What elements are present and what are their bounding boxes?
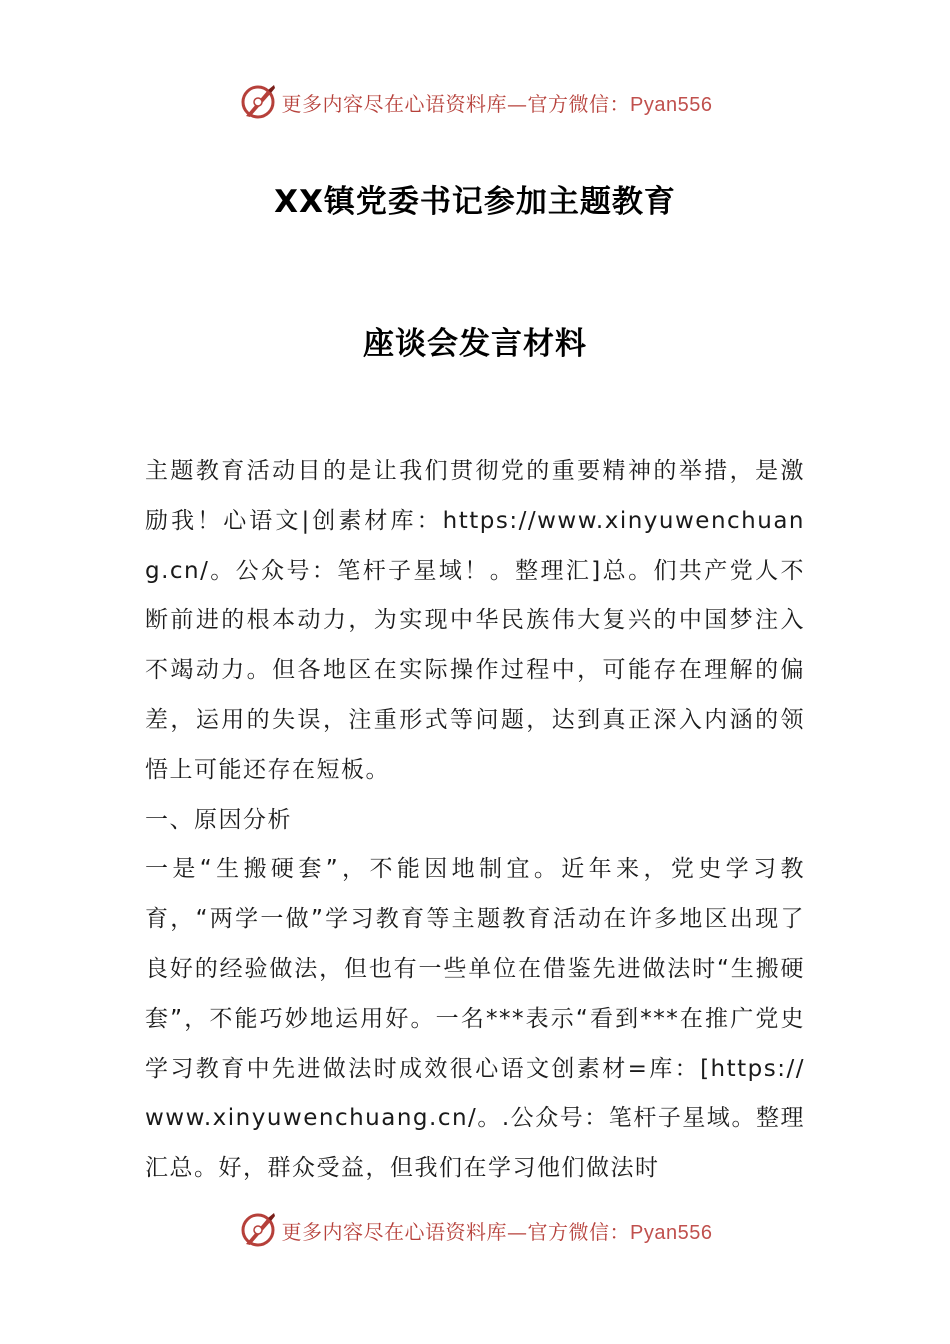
section-heading: 一、原因分析 bbox=[145, 806, 292, 833]
footer-banner-text bbox=[282, 1216, 713, 1245]
quill-logo-icon bbox=[238, 82, 278, 122]
header-banner-text bbox=[282, 88, 713, 117]
document-title-line-2: 座谈会发言材料 bbox=[363, 326, 587, 362]
footer-banner-message: 更多内容尽在心语资料库—官方微信： bbox=[281, 1219, 631, 1244]
document-body bbox=[145, 447, 805, 1194]
header-banner-message: 更多内容尽在心语资料库—官方微信： bbox=[281, 91, 631, 116]
header-banner bbox=[0, 80, 950, 124]
document-title-line-1: XX镇党委书记参加主题教育 bbox=[274, 184, 676, 220]
footer-banner bbox=[0, 1208, 950, 1252]
intro-paragraph: 主题教育活动目的是让我们贯彻党的重要精神的举措，是激励我！心语文|创素材库：https://www.xinyuwenchuang.cn/。公众号：笔杆子星域！。整理汇]总。们共产党人不断前进的根本动力，为实现中华民族伟大复兴的中国梦注入不竭动力。但各地区在实际操作过程中，可能存在理解的偏差，运用的失误，注重形式等问题，达到真正深入内涵的领悟上可能还存在短板。 bbox=[145, 458, 805, 783]
footer-banner-contact: Pyan556 bbox=[630, 1221, 713, 1244]
header-banner-contact: Pyan556 bbox=[630, 93, 713, 116]
quill-logo-icon bbox=[238, 1210, 278, 1250]
body-paragraph: 一是“生搬硬套”，不能因地制宜。近年来，党史学习教育，“两学一做”学习教育等主题教育活动在许多地区出现了良好的经验做法，但也有一些单位在借鉴先进做法时“生搬硬套”，不能巧妙地运用好。一名***表示“看到***在推广党史学习教育中先进做法时成效很心语文创素材=库：[https://www.xinyuwenchuang.cn/。.公众号：笔杆子星域。整理汇总。好，群众受益，但我们在学习他们做法时 bbox=[145, 856, 805, 1182]
